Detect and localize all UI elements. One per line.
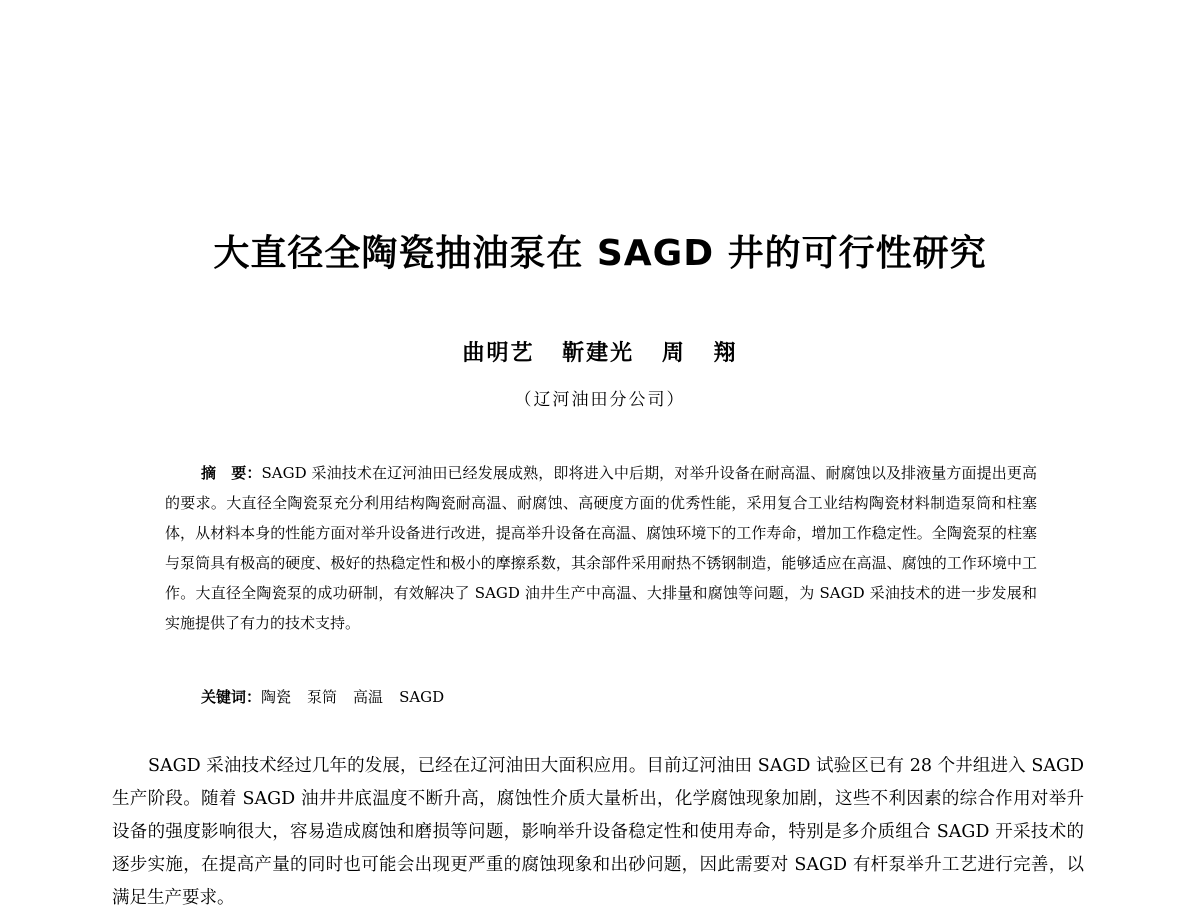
abstract [165, 458, 1037, 638]
abstract-text: SAGD 采油技术在辽河油田已经发展成熟，即将进入中后期，对举升设备在耐高温、耐腐蚀以及排液量方面提出更高的要求。大直径全陶瓷泵充分利用结构陶瓷耐高温、耐腐蚀、高硬度方面的优秀性能，采用复合工业结构陶瓷材料制造泵筒和柱塞体，从材料本身的性能方面对举升设备进行改进，提高举升设备在高温、腐蚀环境下的工作寿命，增加工作稳定性。全陶瓷泵的柱塞与泵筒具有极高的硬度、极好的热稳定性和极小的摩擦系数，其余部件采用耐热不锈钢制造，能够适应在高温、腐蚀的工作环境中工作。大直径全陶瓷泵的成功研制，有效解决了 SAGD 油井生产中高温、大排量和腐蚀等问题，为 SAGD 采油技术的进一步发展和实施提供了有力的技术支持。 [165, 464, 1037, 632]
author-name: 曲明艺 [462, 340, 535, 366]
author-name: 周 翔 [661, 340, 738, 366]
keyword: 泵筒 [307, 688, 338, 706]
abstract-label: 摘 要： [201, 464, 262, 482]
keywords [201, 685, 460, 709]
keyword: 高温 [353, 688, 384, 706]
author-list [0, 336, 1200, 367]
author-affiliation: （辽河油田分公司） [514, 390, 686, 410]
body-paragraph: SAGD 采油技术经过几年的发展，已经在辽河油田大面积应用。目前辽河油田 SAGD 试验区已有 28 个井组进入 SAGD 生产阶段。随着 SAGD 油井井底温度不断升高，腐蚀性介质大量析出，化学腐蚀现象加剧，这些不利因素的综合作用对举升设备的强度影响很大，容易造成腐蚀和磨损等问题，影响举升设备稳定性和使用寿命，特别是多介质组合 SAGD 开采技术的逐步实施，在提高产量的同时也可能会出现更严重的腐蚀现象和出砂问题，因此需要对 SAGD 有杆泵举升工艺进行完善，以满足生产要求。 [112, 756, 1084, 908]
keyword: SAGD [399, 688, 445, 706]
author-name: 靳建光 [562, 340, 635, 366]
paper-title: 大直径全陶瓷抽油泵在 SAGD 井的可行性研究 [213, 233, 987, 275]
keyword: 陶瓷 [261, 688, 292, 706]
keywords-label: 关键词： [201, 688, 262, 706]
